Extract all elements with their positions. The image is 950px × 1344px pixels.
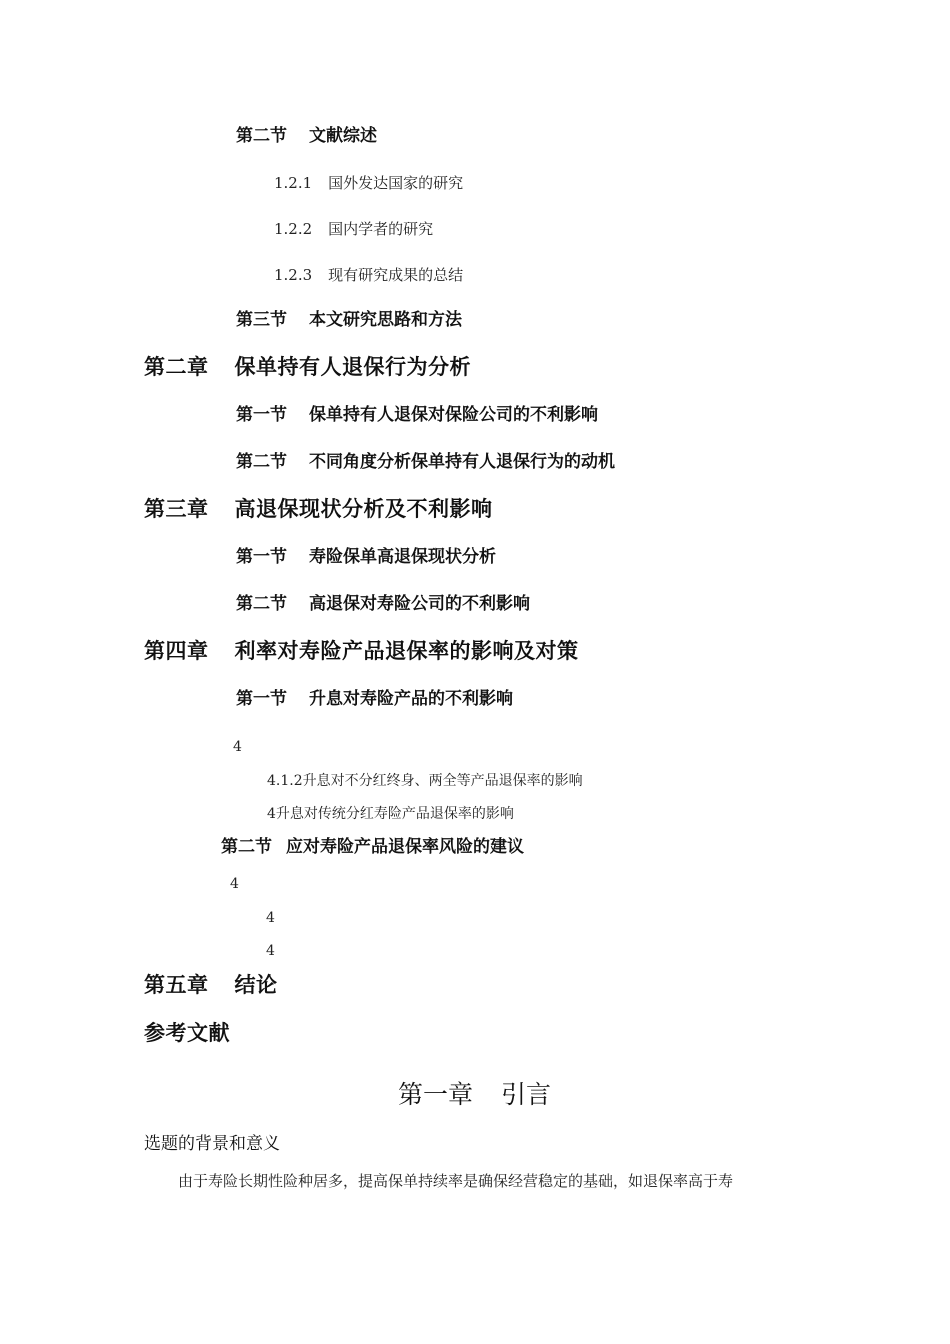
toc-title: 国内学者的研究	[328, 220, 434, 238]
toc-entry-subsection[interactable]: 4升息对传统分红寿险产品退保率的影响	[267, 806, 514, 822]
toc-entry-fragment[interactable]: 4	[266, 943, 275, 959]
toc-entry-subsection[interactable]	[274, 176, 463, 191]
toc-entry-chapter[interactable]	[144, 357, 471, 378]
chapter-title	[398, 1082, 551, 1107]
toc-number: 1.2.1	[274, 174, 313, 192]
toc-entry-section[interactable]	[221, 839, 524, 856]
toc-entry-section[interactable]	[236, 407, 598, 424]
toc-entry-chapter[interactable]	[144, 499, 493, 520]
toc-entry-section[interactable]	[236, 691, 513, 708]
section-heading: 选题的背景和意义	[144, 1134, 280, 1154]
toc-number: 第一节	[236, 689, 287, 709]
toc-entry-subsection[interactable]	[274, 222, 433, 237]
body-paragraph: 由于寿险长期性险种居多，提高保单持续率是确保经营稳定的基础，如退保率高于寿	[178, 1172, 734, 1190]
toc-title: 保单持有人退保行为分析	[234, 355, 471, 379]
toc-title: 结论	[234, 973, 278, 997]
toc-entry-section[interactable]	[236, 596, 530, 613]
toc-title: 高退保现状分析及不利影响	[234, 497, 493, 521]
toc-entry-section[interactable]	[236, 454, 615, 471]
toc-entry-subsection[interactable]: 4.1.2升息对不分红终身、两全等产品退保率的影响	[267, 773, 583, 789]
toc-entry-subsection[interactable]	[274, 268, 463, 283]
toc-title: 利率对寿险产品退保率的影响及对策	[234, 639, 579, 663]
toc-number: 第二节	[236, 594, 287, 614]
toc-title: 本文研究思路和方法	[309, 310, 462, 330]
toc-number: 第二章	[144, 355, 209, 379]
toc-title: 应对寿险产品退保率风险的建议	[286, 837, 524, 857]
toc-entry-section[interactable]	[236, 128, 377, 145]
toc-title: 寿险保单高退保现状分析	[309, 547, 496, 567]
toc-number: 第四章	[144, 639, 209, 663]
toc-title: 升息对寿险产品的不利影响	[309, 689, 513, 709]
toc-entry-chapter[interactable]	[144, 641, 579, 662]
toc-number: 1.2.3	[274, 266, 313, 284]
toc-title: 现有研究成果的总结	[328, 266, 464, 284]
toc-number: 第三节	[236, 310, 287, 330]
toc-entry-fragment[interactable]: 4	[266, 910, 275, 926]
toc-title: 保单持有人退保对保险公司的不利影响	[309, 405, 598, 425]
toc-title: 不同角度分析保单持有人退保行为的动机	[309, 452, 615, 472]
toc-entry-section[interactable]	[236, 312, 462, 329]
chapter-number: 第一章	[398, 1080, 474, 1109]
toc-title: 文献综述	[309, 126, 377, 146]
chapter-name: 引言	[501, 1080, 552, 1109]
toc-title: 国外发达国家的研究	[328, 174, 464, 192]
toc-entry-fragment[interactable]: 4	[233, 739, 242, 755]
toc-number: 第二节	[221, 837, 272, 857]
toc-number: 1.2.2	[274, 220, 313, 238]
toc-number: 第二节	[236, 126, 287, 146]
toc-number: 第一节	[236, 405, 287, 425]
toc-number: 第二节	[236, 452, 287, 472]
toc-entry-references[interactable]: 参考文献	[144, 1021, 230, 1045]
toc-number: 第一节	[236, 547, 287, 567]
toc-title: 高退保对寿险公司的不利影响	[309, 594, 530, 614]
toc-number: 第五章	[144, 973, 209, 997]
toc-number: 第三章	[144, 497, 209, 521]
toc-entry-section[interactable]	[236, 549, 496, 566]
toc-entry-chapter[interactable]	[144, 975, 278, 996]
toc-entry-fragment[interactable]: 4	[230, 876, 239, 892]
